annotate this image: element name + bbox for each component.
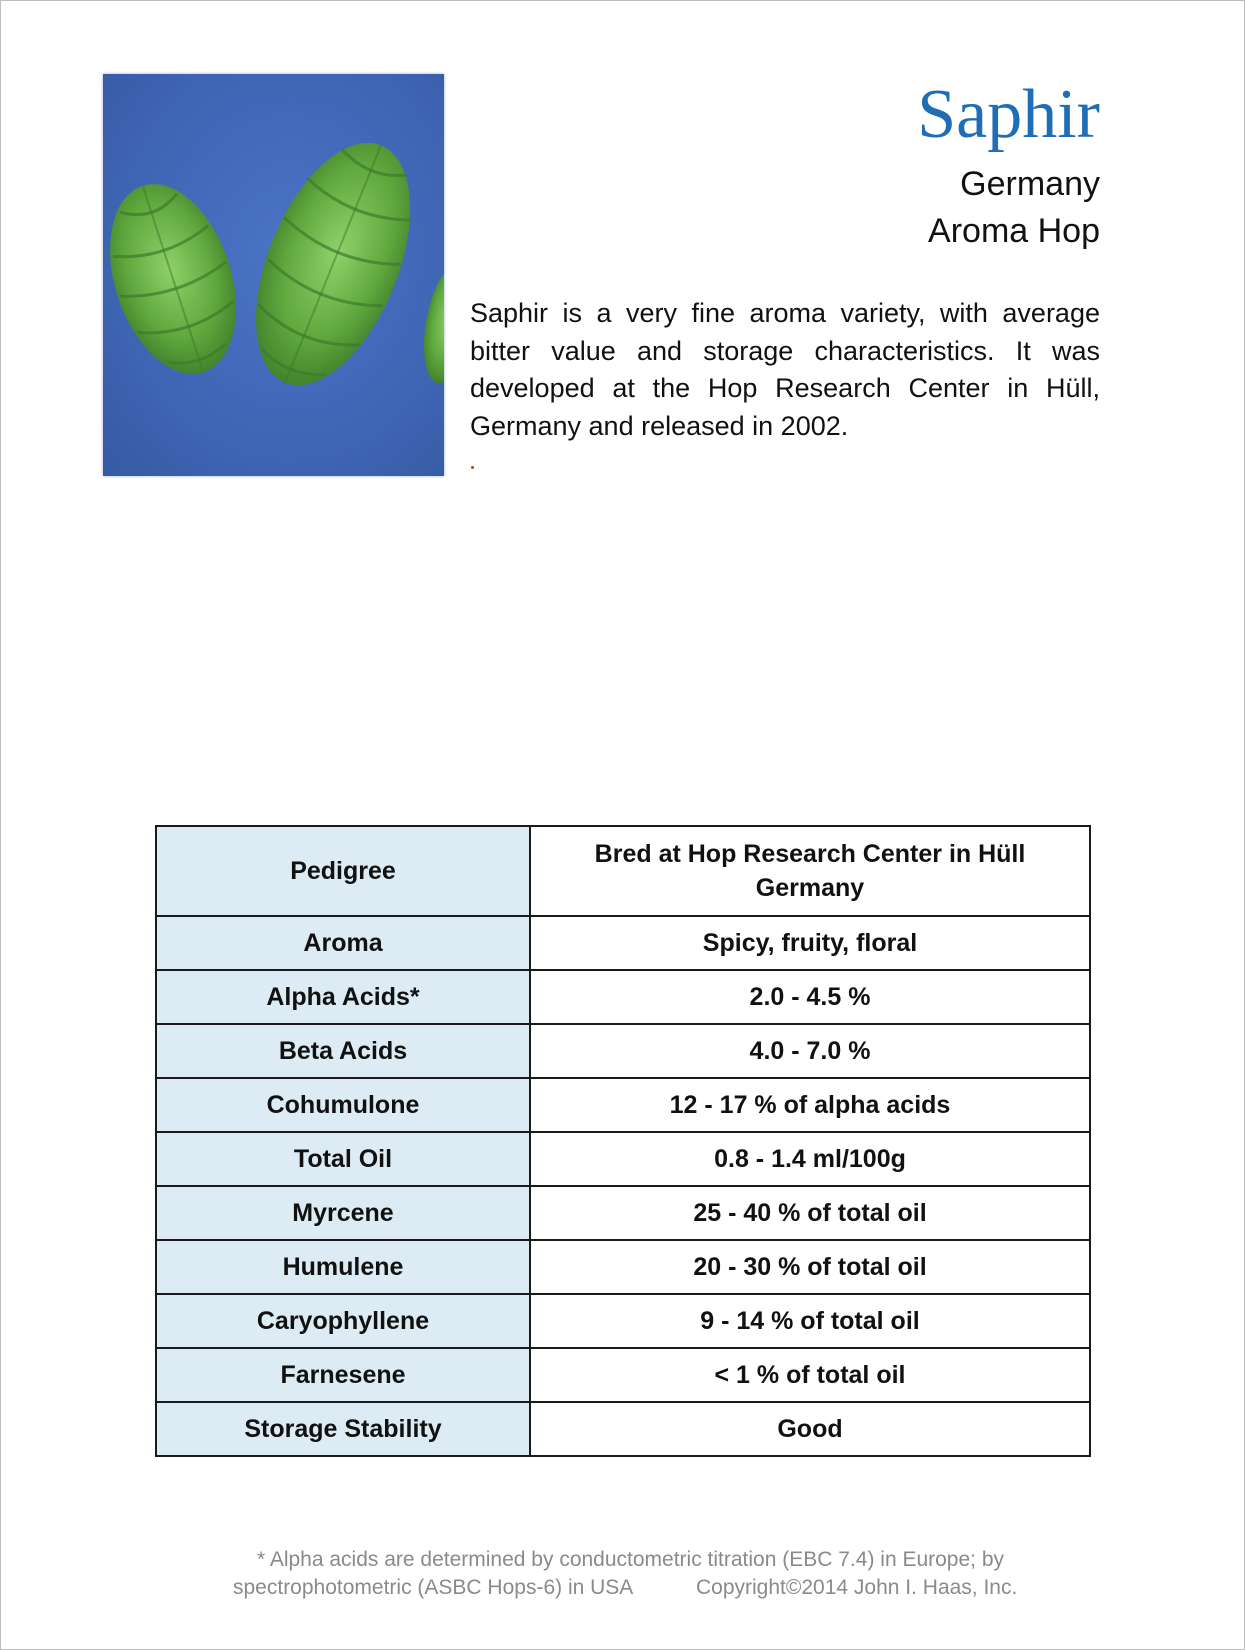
table-row <box>156 826 1090 916</box>
footnote-line-1: * Alpha acids are determined by conductometric titration (EBC 7.4) in Europe; by <box>256 1548 1005 1571</box>
table-row <box>156 1024 1090 1078</box>
table-row <box>156 1348 1090 1402</box>
table-row <box>156 970 1090 1024</box>
property-value: Good <box>530 1402 1090 1456</box>
property-label: Pedigree <box>156 826 530 916</box>
property-value: 12 - 17 % of alpha acids <box>530 1078 1090 1132</box>
property-label: Farnesene <box>156 1348 530 1402</box>
property-value: 0.8 - 1.4 ml/100g <box>530 1132 1090 1186</box>
property-label: Beta Acids <box>156 1024 530 1078</box>
table-row <box>156 1078 1090 1132</box>
stray-dot <box>471 466 474 469</box>
table-row <box>156 1240 1090 1294</box>
property-value: Spicy, fruity, floral <box>530 916 1090 970</box>
property-value: 4.0 - 7.0 % <box>530 1024 1090 1078</box>
properties-table <box>155 825 1091 1457</box>
footnote-line-2 <box>0 1574 1245 1602</box>
footnote <box>0 1546 1245 1602</box>
property-label: Aroma <box>156 916 530 970</box>
table-row <box>156 916 1090 970</box>
property-label: Myrcene <box>156 1186 530 1240</box>
table-row <box>156 1132 1090 1186</box>
table-row <box>156 1402 1090 1456</box>
footnote-method-usa: spectrophotometric (ASBC Hops-6) in USA <box>233 1576 634 1599</box>
variety-title: Saphir <box>917 76 1100 153</box>
variety-description: Saphir is a very fine aroma variety, with average bitter value and storage characteristics. It was developed at the Hop Research Center in Hüll, Germany and released in 2002. <box>470 298 1100 441</box>
hop-cones-photo <box>103 74 444 476</box>
property-value: 2.0 - 4.5 % <box>530 970 1090 1024</box>
property-value: 9 - 14 % of total oil <box>530 1294 1090 1348</box>
property-label: Storage Stability <box>156 1402 530 1456</box>
copyright-notice: Copyright©2014 John I. Haas, Inc. <box>696 1576 1018 1599</box>
table-row <box>156 1186 1090 1240</box>
property-label: Humulene <box>156 1240 530 1294</box>
table-row <box>156 1294 1090 1348</box>
property-value: < 1 % of total oil <box>530 1348 1090 1402</box>
property-label: Caryophyllene <box>156 1294 530 1348</box>
origin-country: Germany <box>960 165 1100 203</box>
property-value: Bred at Hop Research Center in Hüll Germany <box>530 826 1090 916</box>
property-label: Total Oil <box>156 1132 530 1186</box>
hop-type: Aroma Hop <box>928 212 1100 250</box>
property-label: Alpha Acids* <box>156 970 530 1024</box>
property-label: Cohumulone <box>156 1078 530 1132</box>
property-value: 25 - 40 % of total oil <box>530 1186 1090 1240</box>
property-value: 20 - 30 % of total oil <box>530 1240 1090 1294</box>
